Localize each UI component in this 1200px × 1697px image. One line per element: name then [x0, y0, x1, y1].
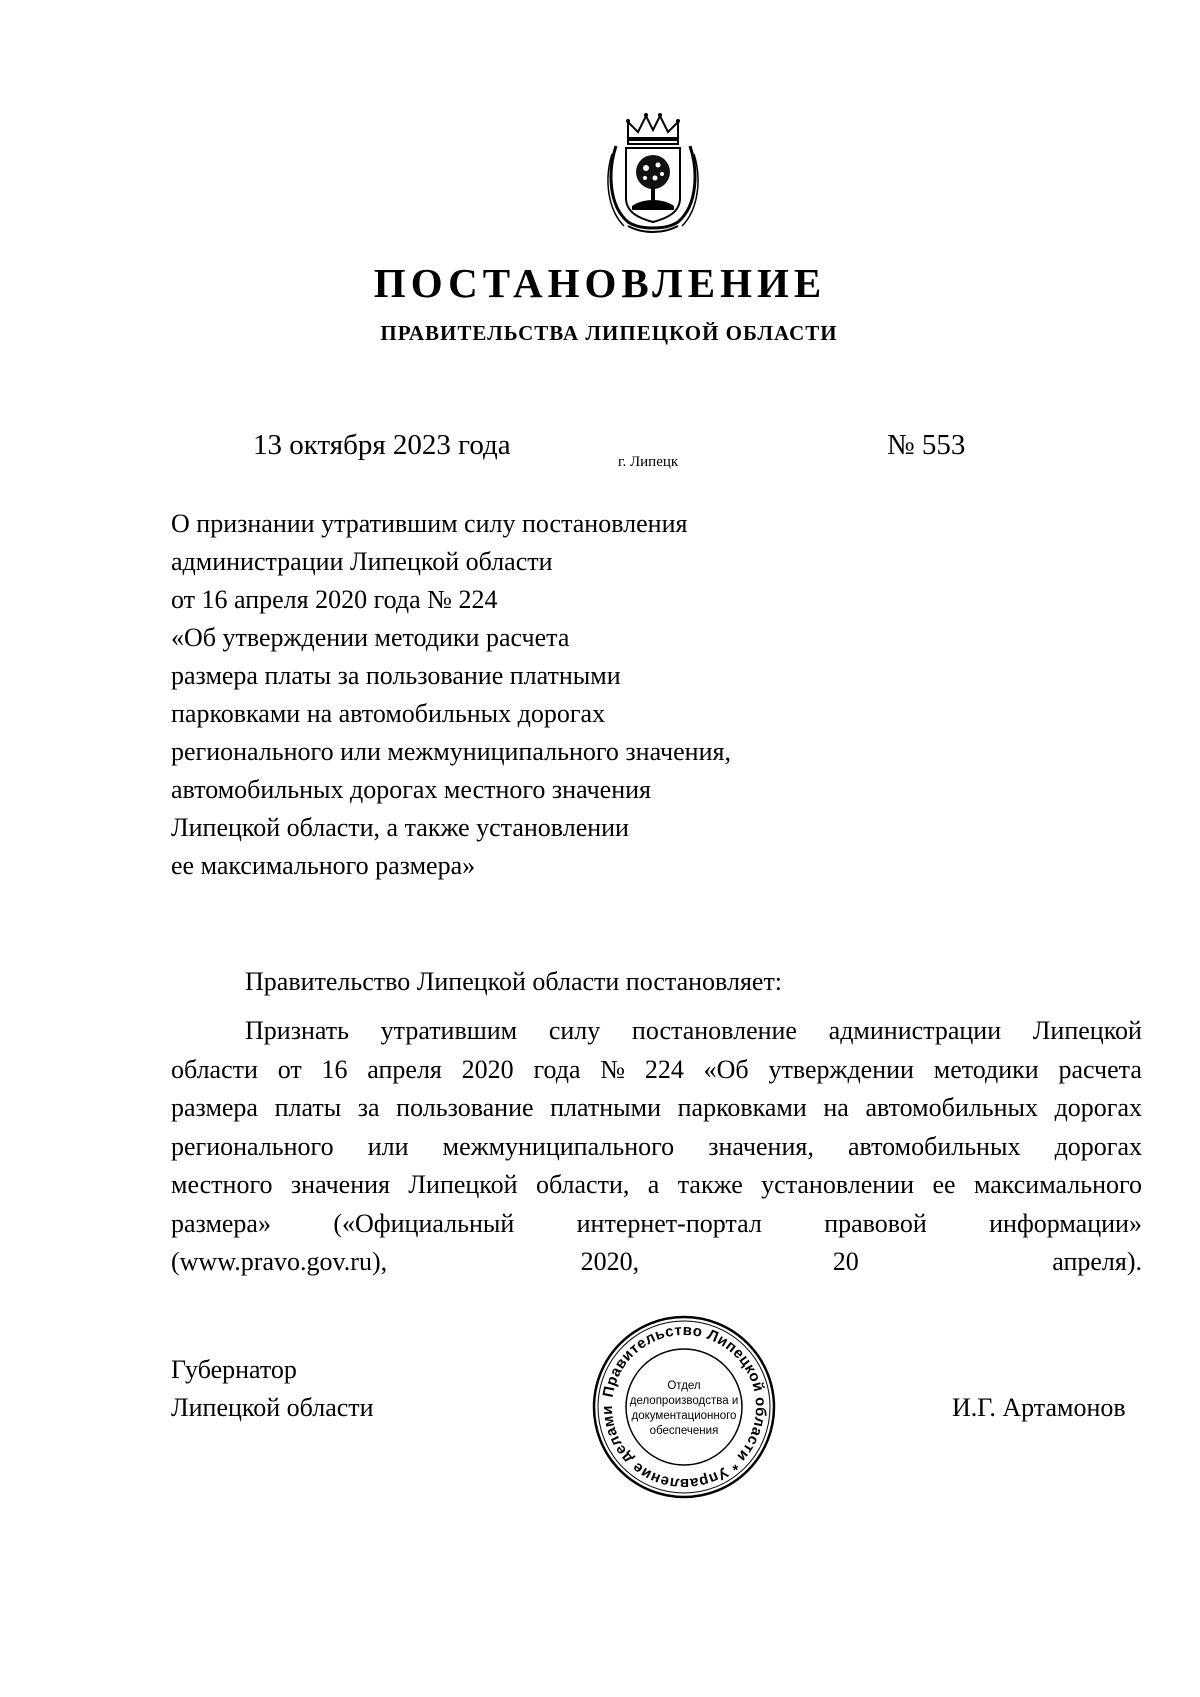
stamp-outer-text: Правительство Липецкой области * Управление делами [598, 1321, 770, 1493]
body-word: значения, [708, 1131, 814, 1161]
body-word: пользование [396, 1093, 534, 1122]
body-word: Признать [245, 1016, 349, 1045]
body-line [171, 1166, 1142, 1205]
body-word: платы [274, 1093, 342, 1122]
body-word: апреля [367, 1054, 442, 1084]
document-city: г. Липецк [618, 454, 679, 470]
body-word: информации» [989, 1208, 1142, 1238]
body-word: размера» [171, 1208, 271, 1238]
body-word: дорогах [1054, 1093, 1142, 1122]
heading-line: размера платы за пользование платными [171, 661, 621, 690]
stamp-inner-line: обеспечения [649, 1425, 719, 1437]
body-word: дорогах [1054, 1131, 1142, 1161]
body-word: Липецкой [408, 1170, 518, 1199]
official-stamp [590, 1312, 778, 1502]
body-word: размера [171, 1093, 258, 1122]
stamp-seal-icon [590, 1312, 778, 1502]
body-word: а [647, 1170, 660, 1199]
body-word: № [600, 1054, 626, 1084]
body-word: также [677, 1170, 743, 1199]
signatory-position-line: Губернатор [171, 1355, 297, 1384]
body-word: 2020 [461, 1054, 514, 1084]
body-word: за [357, 1093, 380, 1122]
body-line [171, 1243, 1142, 1282]
resolution-body [171, 1012, 1142, 1282]
body-word: автомобильных [865, 1093, 1038, 1122]
body-word: значения [290, 1170, 390, 1199]
body-word: платными [550, 1093, 662, 1122]
heading-line: администрации Липецкой области [171, 547, 553, 576]
heading-line: ее максимального размера» [171, 851, 476, 880]
body-word: («Официальный [333, 1208, 515, 1238]
body-word: межмуниципального [442, 1131, 675, 1161]
body-word: местного [171, 1170, 273, 1199]
document-number: № 553 [887, 429, 966, 461]
body-word: расчета [1058, 1054, 1142, 1084]
body-word: утратившим [380, 1016, 518, 1045]
lipetsk-coat-of-arms-icon [598, 110, 708, 238]
body-word: области, [535, 1170, 630, 1199]
body-line [171, 1012, 1142, 1051]
document-subtitle: ПРАВИТЕЛЬСТВА ЛИПЕЦКОЙ ОБЛАСТИ [380, 321, 838, 345]
body-word: ее [932, 1170, 956, 1199]
document-title: ПОСТАНОВЛЕНИЕ [373, 260, 827, 306]
body-word: от [277, 1054, 302, 1084]
body-word: силу [548, 1016, 601, 1045]
body-word: 224 [644, 1054, 684, 1084]
body-word: парковками [677, 1093, 807, 1122]
heading-line: регионального или межмуниципального значения, [171, 737, 731, 766]
body-word: правовой [824, 1208, 927, 1238]
body-word: установлении [761, 1170, 915, 1199]
body-line [171, 1051, 1142, 1090]
signatory-name: И.Г. Артамонов [952, 1393, 1126, 1422]
body-word: методики [933, 1054, 1039, 1084]
heading-line: автомобильных дорогах местного значения [171, 775, 651, 804]
body-word: на [823, 1093, 849, 1122]
signatory-position-line: Липецкой области [171, 1393, 374, 1422]
body-word: регионального [171, 1131, 334, 1161]
heading-line: «Об утверждении методики расчета [171, 623, 570, 652]
body-word: администрации [828, 1016, 1002, 1045]
coat-of-arms-emblem [598, 110, 708, 238]
body-word: постановление [631, 1016, 797, 1045]
body-word: года [533, 1054, 581, 1084]
signatory-position [171, 1351, 374, 1427]
document-date: 13 октября 2023 года [253, 429, 511, 461]
body-line [171, 1205, 1142, 1244]
body-line [171, 1089, 1142, 1128]
body-word: области [171, 1054, 258, 1084]
body-word: утверждении [768, 1054, 914, 1084]
document-heading [171, 505, 891, 885]
stamp-inner-line: Отдел [667, 1380, 701, 1392]
body-word: или [367, 1131, 409, 1161]
body-word: Липецкой [1032, 1016, 1142, 1045]
stamp-inner-line: документационного [631, 1410, 737, 1422]
stamp-inner-line: делопроизводства и [629, 1395, 739, 1407]
body-line-text: (www.pravo.gov.ru), 2020, 20 апреля). [171, 1247, 1142, 1276]
heading-line: парковками на автомобильных дорогах [171, 699, 606, 728]
body-word: 16 [321, 1054, 348, 1084]
body-word: интернет-портал [576, 1208, 762, 1238]
preamble-text: Правительство Липецкой области постановляет: [245, 967, 783, 996]
heading-line: Липецкой области, а также установлении [171, 813, 629, 842]
heading-line: от 16 апреля 2020 года № 224 [171, 585, 498, 614]
body-word: автомобильных [847, 1131, 1021, 1161]
body-word: «Об [703, 1054, 749, 1084]
heading-line: О признании утратившим силу постановления [171, 509, 688, 538]
body-word: максимального [973, 1170, 1142, 1199]
body-line [171, 1128, 1142, 1167]
